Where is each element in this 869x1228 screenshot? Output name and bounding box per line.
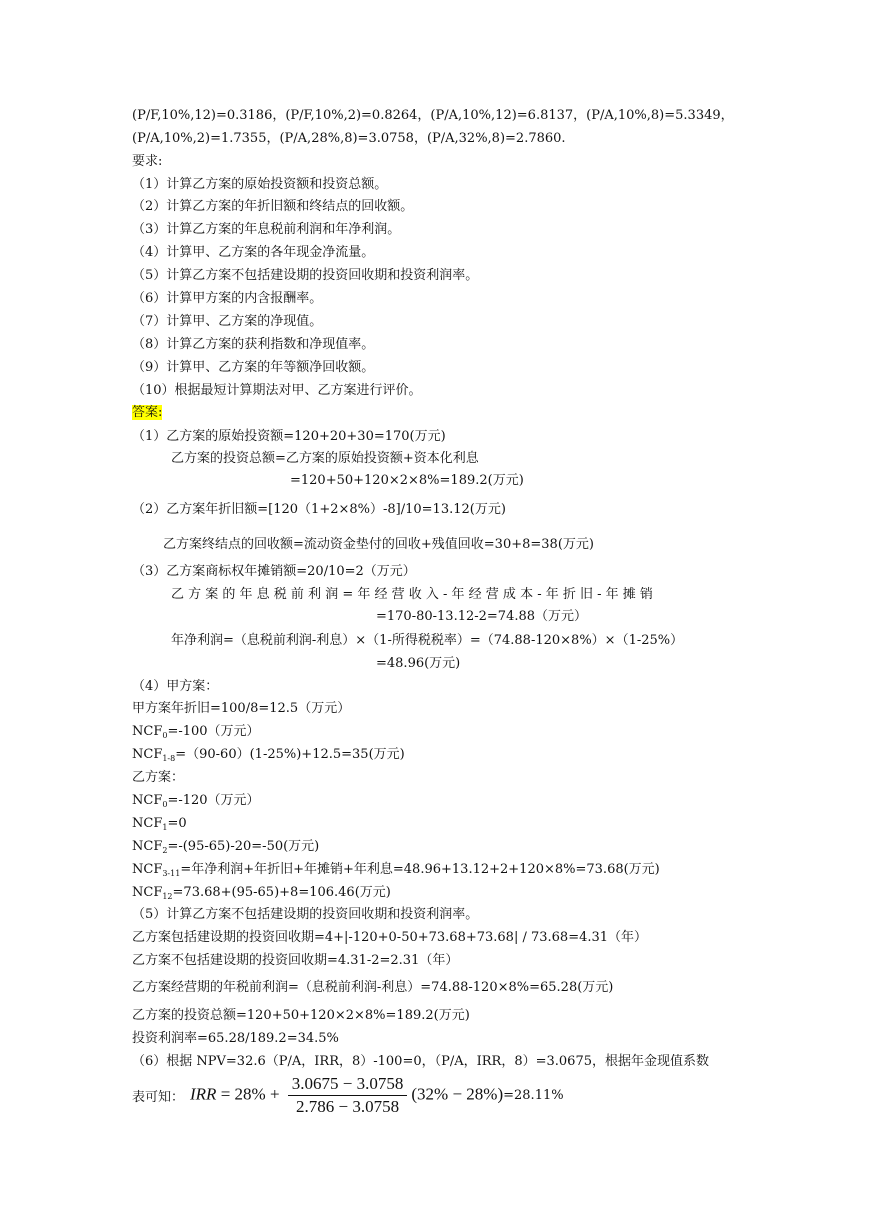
answer-4-line-1: （4）甲方案： (132, 679, 219, 694)
ncf-prefix: NCF (132, 724, 163, 739)
ncf-value: =-(95-65)-20=-50(万元) (167, 839, 320, 854)
requirement-4: （4）计算甲、乙方案的各年现金净流量。 (132, 245, 375, 260)
ncf-yi-12 (132, 884, 391, 905)
requirement-10: （10）根据最短计算期法对甲、乙方案进行评价。 (132, 383, 422, 398)
ncf-prefix: NCF (132, 816, 163, 831)
answer-4-line-2: 甲方案年折旧=100/8=12.5（万元） (132, 701, 351, 716)
ncf-prefix: NCF (132, 862, 163, 877)
formula-tail: (32% − 28%) (411, 1083, 504, 1103)
requirement-6: （6）计算甲方案的内含报酬率。 (132, 291, 323, 306)
requirement-8: （8）计算乙方案的获利指数和净现值率。 (132, 337, 375, 352)
ncf-value: =0 (167, 816, 187, 831)
ncf-subscript: 1 (162, 823, 168, 832)
answer-label (132, 404, 162, 421)
answer-5-line-3: 乙方案不包括建设期的投资回收期=4.31-2=2.31（年） (132, 953, 459, 968)
ncf-prefix: NCF (132, 885, 163, 900)
answer-5-line-4: 乙方案经营期的年税前利润=（息税前利润-利息）=74.88-120×8%=65.28(万元) (132, 980, 614, 995)
ncf-subscript: 1-8 (162, 754, 176, 763)
formula-fraction (288, 1074, 408, 1117)
ncf-yi-3-11 (132, 861, 660, 882)
requirement-1: （1）计算乙方案的原始投资额和投资总额。 (132, 177, 388, 192)
irr-formula (190, 1074, 503, 1117)
answer-1-line-2: 乙方案的投资总额=乙方案的原始投资额+资本化利息 (171, 451, 479, 466)
ncf-subscript: 0 (162, 731, 168, 740)
requirement-9: （9）计算甲、乙方案的年等额净回收额。 (132, 360, 375, 375)
requirement-7: （7）计算甲、乙方案的净现值。 (132, 314, 323, 329)
ncf-prefix: NCF (132, 839, 163, 854)
coefficients-line-1: (P/F,10%,12)=0.3186，(P/F,10%,2)=0.8264，(P/A,10%,12)=6.8137，(P/A,10%,8)=5.3349， (132, 108, 734, 123)
ncf-value: =-120（万元） (167, 793, 260, 808)
requirement-3: （3）计算乙方案的年息税前利润和年净利润。 (132, 222, 401, 237)
ncf-subscript: 2 (162, 846, 168, 855)
ncf-yi-1 (132, 815, 187, 836)
answer-4-yi-title: 乙方案： (132, 770, 185, 785)
coefficients-line-2: (P/A,10%,2)=1.7355，(P/A,28%,8)=3.0758，(P/A,32%,8)=2.7860. (132, 131, 566, 146)
fraction-denominator: 2.786 − 3.0758 (296, 1096, 400, 1116)
irr-formula-line (132, 1070, 564, 1120)
answer-3-line-1: （3）乙方案商标权年摊销额=20/10=2（万元） (132, 564, 416, 579)
answer-2-line-2: 乙方案终结点的回收额=流动资金垫付的回收+残值回收=30+8=38(万元) (163, 537, 594, 552)
ncf-value: =年净利润+年折旧+年摊销+年利息=48.96+13.12+2+120×8%=73.68(万元) (180, 862, 660, 877)
ncf-prefix: NCF (132, 793, 163, 808)
ncf-value: =（90-60）(1-25%)+12.5=35(万元) (175, 747, 405, 762)
answer-3-line-3: =170-80-13.12-2=74.88（万元） (376, 609, 588, 624)
formula-equals: = 28% + (216, 1083, 280, 1103)
answer-1-line-1: （1）乙方案的原始投资额=120+20+30=170(万元) (132, 429, 446, 444)
formula-result: =28.11% (503, 1087, 564, 1103)
answer-5-line-2: 乙方案包括建设期的投资回收期=4+|-120+0-50+73.68+73.68| / 73.68=4.31（年） (132, 930, 648, 945)
ncf-yi-2 (132, 838, 319, 859)
answer-3-line-4: 年净利润=（息税前利润-利息）×（1-所得税税率）=（74.88-120×8%）×（1-25%） (171, 633, 684, 648)
answer-1-line-3: =120+50+120×2×8%=189.2(万元) (290, 473, 524, 488)
requirement-2: （2）计算乙方案的年折旧额和终结点的回收额。 (132, 199, 414, 214)
answer-3-line-2: 乙 方 案 的 年 息 税 前 利 润 = 年 经 营 收 入 - 年 经 营 成 本 - 年 折 旧 - 年 摊 销 (171, 587, 653, 602)
answer-2-line-1: （2）乙方案年折旧额=[120（1+2×8%）-8]/10=13.12(万元) (132, 502, 506, 517)
ncf-subscript: 3-11 (162, 869, 181, 878)
ncf-prefix: NCF (132, 747, 163, 762)
ncf-subscript: 0 (162, 800, 168, 809)
answer-5-line-5: 乙方案的投资总额=120+50+120×2×8%=189.2(万元) (132, 1008, 470, 1023)
answer-highlight: 答案: (132, 405, 163, 420)
ncf-value: =-100（万元） (167, 724, 260, 739)
irr-symbol: IRR (190, 1083, 217, 1103)
ncf-jia-0 (132, 723, 260, 744)
ncf-subscript: 12 (162, 892, 173, 901)
ncf-value: =73.68+(95-65)+8=106.46(万元) (172, 885, 391, 900)
fraction-numerator: 3.0675 − 3.0758 (288, 1074, 408, 1096)
answer-5-line-6: 投资利润率=65.28/189.2=34.5% (132, 1031, 339, 1046)
requirement-5: （5）计算乙方案不包括建设期的投资回收期和投资利润率。 (132, 268, 479, 283)
answer-3-line-5: =48.96(万元) (376, 656, 461, 671)
answer-6-line-1: （6）根据 NPV=32.6（P/A，IRR，8）-100=0，（P/A，IRR，8）=3.0675，根据年金现值系数 (132, 1054, 709, 1069)
formula-lead-text: 表可知： (132, 1089, 185, 1105)
requirements-title: 要求: (132, 154, 163, 169)
ncf-jia-1-8 (132, 746, 405, 767)
ncf-yi-0 (132, 792, 260, 813)
answer-5-line-1: （5）计算乙方案不包括建设期的投资回收期和投资利润率。 (132, 907, 479, 922)
